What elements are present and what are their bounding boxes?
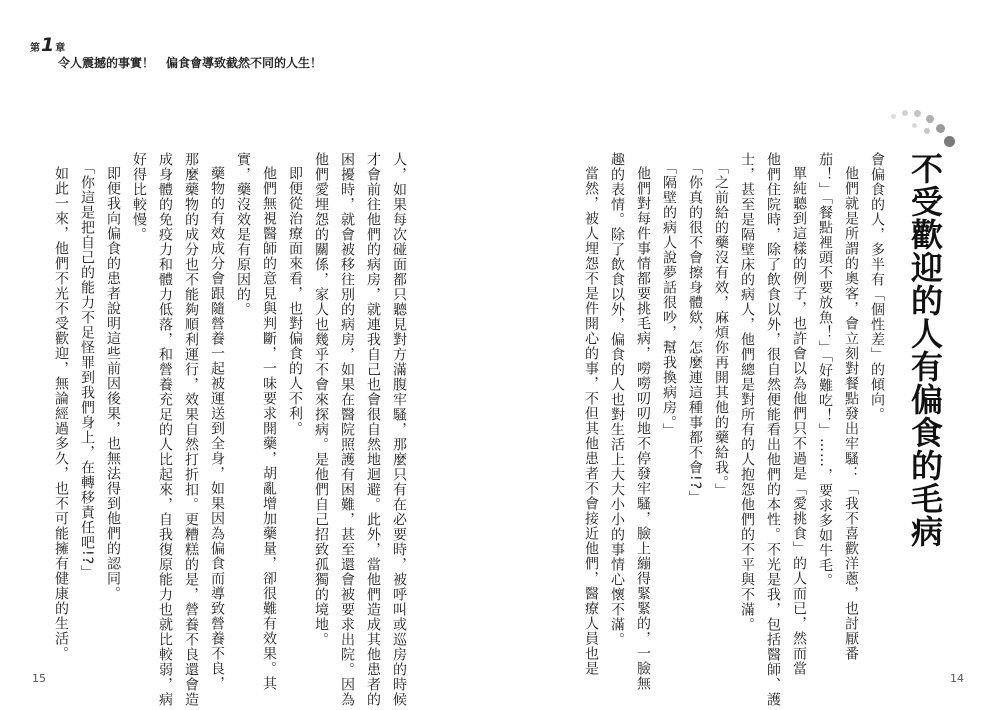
decor-dot [914,110,921,117]
chapter-prefix: 第 [30,43,40,54]
page-number-left: 15 [32,672,46,685]
body-line: 如此一來，他們不光不受歡迎，無論經過多久，也不可能擁有健康的生活。 [53,166,69,661]
decor-dot [944,136,955,147]
chapter-number: 1 [41,34,55,56]
page-number-right: 14 [950,672,964,685]
running-header [58,54,334,71]
body-line: 士，甚至是隔壁床的病人，他們總是對所有的人抱怨他們的不平與不滿。 [739,152,755,632]
body-line: 即便我向偏食的患者說明這些前因後果，也無法得到他們的認同。 [105,166,121,601]
decor-dot [936,124,945,133]
body-line: 實，藥沒效是有原因的。 [235,152,251,317]
body-line: 他們就是所謂的奧客，會立刻對餐點發出牢騷：「我不喜歡洋蔥，也討厭番 [843,166,859,661]
decor-dot [902,110,908,116]
body-line: 人，如果每次碰面都只聽見對方滿腹牢騷，那麼只有在必要時，被呼叫或巡房的時候 [391,152,407,707]
body-line: 「你真的很不會擦身體欸，怎麼連這種事都不會!?」 [687,160,703,506]
body-line: 「隔壁的病人說夢話很吵，幫我換病房。」 [661,160,677,438]
body-line: 他們住院時，除了飲食以外，很自然便能看出他們的本性。不光是我，包括醫師、護 [765,152,781,707]
body-line: 趣的表情。除了飲食以外，偏食的人也對生活上大大小小的事情心懷不滿。 [609,152,625,647]
body-line: 那麼藥物的成分也不能夠順利運行，效果自然打折扣。更糟糕的是，營養不良還會造 [183,152,199,707]
body-line: 他們對每件事情都要挑毛病，嘮嘮叨叨地不停發牢騷，臉上繃得緊緊的，一臉無 [635,166,651,691]
body-line: 「之前給的藥沒有效，麻煩你再開其他的藥給我。」 [713,160,729,498]
chapter-suffix: 章 [55,43,66,54]
body-line: 單純聽到這樣的例子，也許會以為他們只不過是「愛挑食」的人而已，然而當 [791,166,807,676]
decor-dot [912,123,917,128]
body-line: 藥物的有效成分會跟隨營養一起被運送到全身，如果因為偏食而導致營養不良， [209,166,225,691]
body-line: 才會前往他們的病房，就連我自己也會很自然地迴避。此外，當他們造成其他患者的 [365,152,381,707]
section-title: 不受歡迎的人有偏食的毛病 [906,152,944,548]
body-line: 當然，被人埋怨不是件開心的事，不但其他患者不會接近他們，醫療人員也是 [583,166,599,676]
decor-dot [926,115,934,123]
body-line: 成身體的免疫力和體力低落，和營養充足的人比起來，自我復原能力也就比較弱，病 [157,152,173,707]
body-line: 會偏食的人，多半有「個性差」的傾向。 [869,152,885,422]
body-line: 他們無視醫師的意見與判斷，一味要求開藥，胡亂增加藥量，卻很難有效果。其 [261,166,277,691]
chapter-badge [30,34,65,56]
body-line: 困擾時，就會被移往別的病房，如果在醫院照護有困難，甚至還會被要求出院。因為 [339,152,355,707]
decor-dot [924,128,930,134]
body-line: 好得比較慢。 [131,152,147,242]
body-line: 茄！」「餐點裡頭不要放魚！」「好難吃！」……，要求多如牛毛。 [817,152,833,588]
running-header-right: 偏食會導致截然不同的人生！ [166,56,323,70]
decor-dot [891,114,896,119]
body-line: 「你這是把自己的能力不足怪罪到我們身上，在轉移責任吧!?」 [79,160,95,581]
body-line: 他們愛埋怨的關係，家人也幾乎不會來探病。是他們自己招致孤獨的境地。 [313,152,329,647]
body-line: 即便從治療面來看，也對偏食的人不利。 [287,166,303,436]
running-header-left: 令人震撼的事實！ [58,56,155,70]
